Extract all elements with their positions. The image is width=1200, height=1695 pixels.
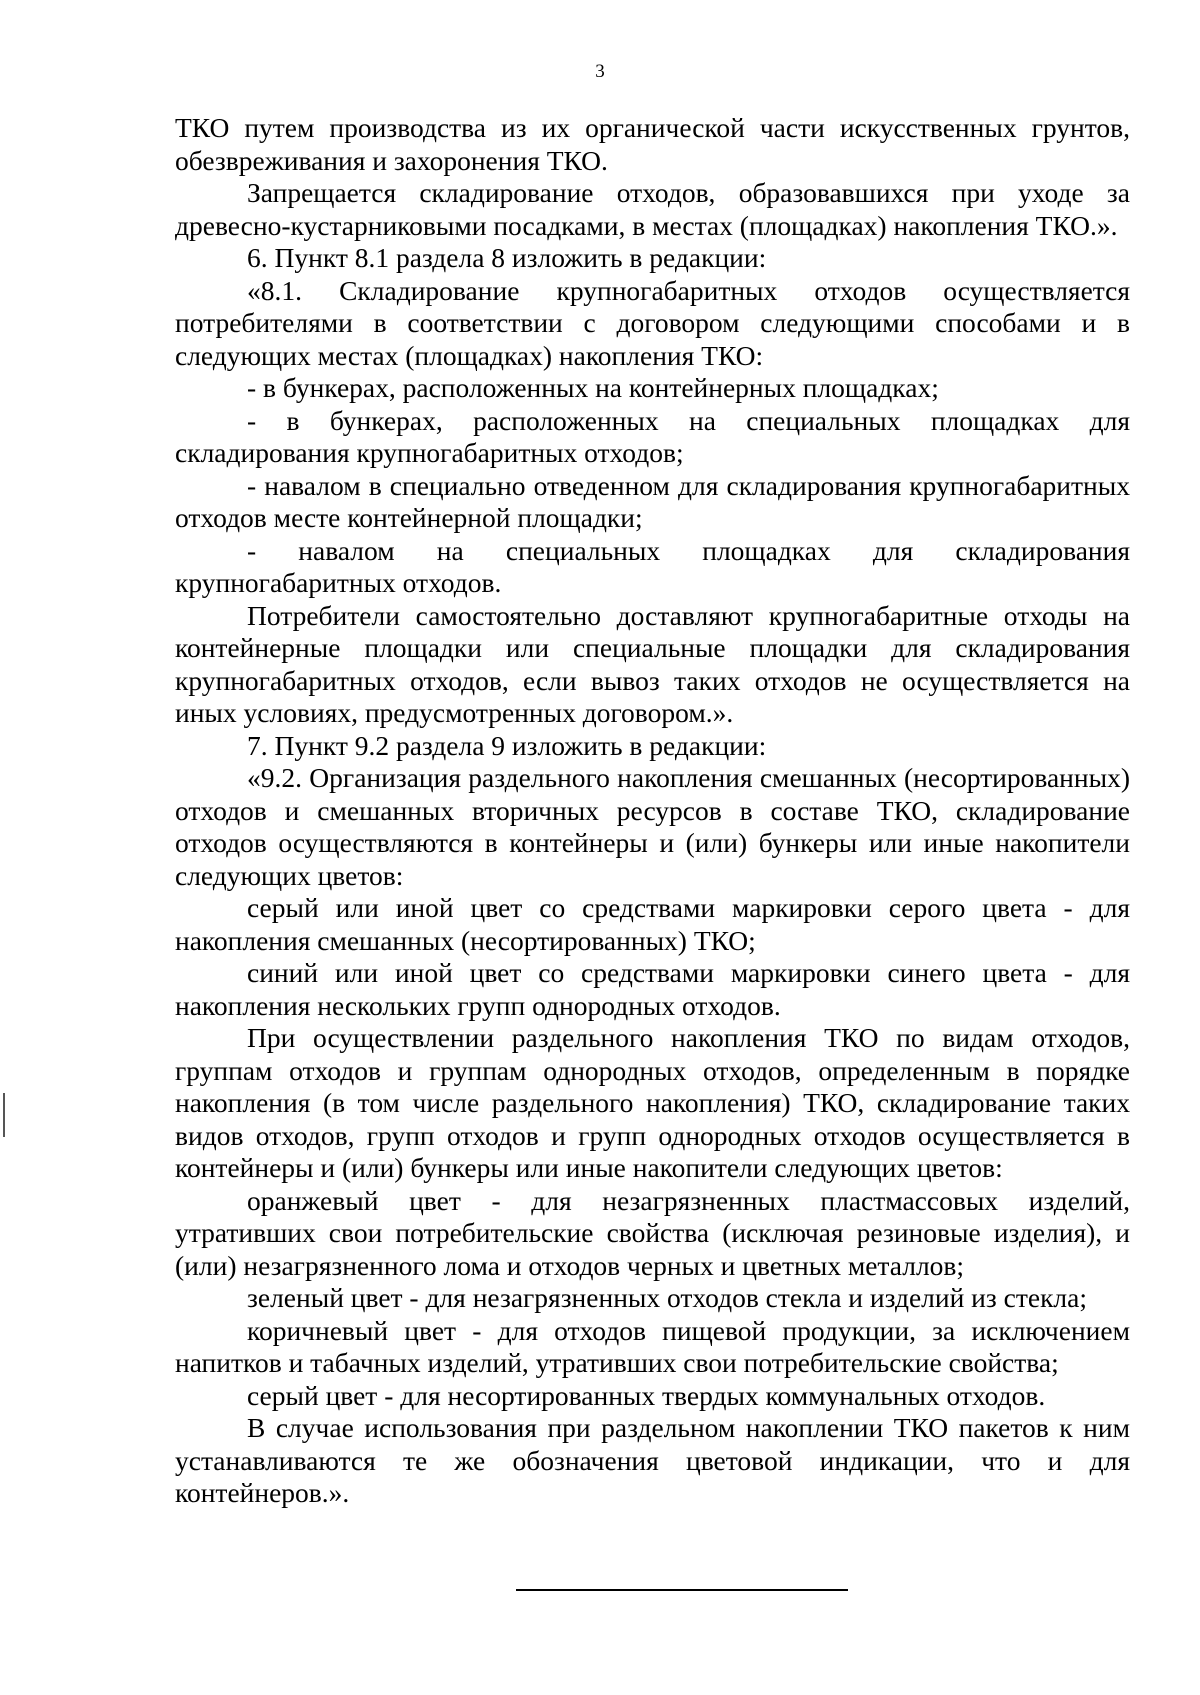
paragraph: Запрещается складирование отходов, образовавшихся при уходе за древесно-кустарниковыми посадками, в местах (площадках) накопления ТКО.».	[175, 177, 1130, 241]
paragraph: Потребители самостоятельно доставляют крупногабаритные отходы на контейнерные площадки или специальные площадки для складирования крупногабаритных отходов, если вывоз таких отходов не осуществляется на иных условиях, предусмотренных договором.».	[175, 599, 1130, 728]
paragraph: оранжевый цвет - для незагрязненных пластмассовых изделий, утративших свои потребительские свойства (исключая резиновые изделия), и (или) незагрязненного лома и отходов черных и цветных металлов;	[175, 1184, 1130, 1281]
paragraph: «9.2. Организация раздельного накопления смешанных (несортированных) отходов и смешанных вторичных ресурсов в составе ТКО, складирование отходов осуществляются в контейнеры и (или) бункеры или иные накопители следующих цветов:	[175, 762, 1130, 891]
paragraph: В случае использования при раздельном накоплении ТКО пакетов к ним устанавливаются те же обозначения цветовой индикации, что и для контейнеров.».	[175, 1412, 1130, 1508]
page-number: 3	[595, 61, 605, 82]
paragraph: - в бункерах, расположенных на специальных площадках для складирования крупногабаритных отходов;	[175, 404, 1130, 468]
paragraph: - навалом на специальных площадках для складирования крупногабаритных отходов.	[175, 534, 1130, 598]
paragraph: 7. Пункт 9.2 раздела 9 изложить в редакции:	[247, 729, 767, 761]
paragraph: зеленый цвет - для незагрязненных отходов стекла и изделий из стекла;	[247, 1282, 1087, 1313]
paragraph: серый цвет - для несортированных твердых коммунальных отходов.	[247, 1379, 1046, 1411]
scan-margin-mark	[3, 1093, 5, 1137]
paragraph: - навалом в специально отведенном для складирования крупногабаритных отходов месте контейнерной площадки;	[175, 469, 1130, 533]
paragraph: синий или иной цвет со средствами маркировки синего цвета - для накопления нескольких групп однородных отходов.	[175, 957, 1130, 1021]
paragraph: серый или иной цвет со средствами маркировки серого цвета - для накопления смешанных (несортированных) ТКО;	[175, 892, 1130, 956]
paragraph: «8.1. Складирование крупногабаритных отходов осуществляется потребителями в соответствии с договором следующими способами и в следующих местах (площадках) накопления ТКО:	[175, 274, 1130, 371]
paragraph: При осуществлении раздельного накопления ТКО по видам отходов, группам отходов и группам однородных отходов, определенным в порядке накопления (в том числе раздельного накопления) ТКО, складирование таких видов отходов, групп отходов и групп однородных отходов осуществляется в контейнеры и (или) бункеры или иные накопители следующих цветов:	[175, 1022, 1130, 1183]
document-body	[175, 112, 1130, 1510]
paragraph: коричневый цвет - для отходов пищевой продукции, за исключением напитков и табачных изделий, утративших свои потребительские свойства;	[175, 1314, 1130, 1378]
paragraph: - в бункерах, расположенных на контейнерных площадках;	[247, 372, 939, 403]
paragraph: 6. Пункт 8.1 раздела 8 изложить в редакции:	[247, 242, 767, 273]
end-divider-line	[516, 1589, 848, 1591]
paragraph: ТКО путем производства из их органической части искусственных грунтов, обезвреживания и захоронения ТКО.	[175, 112, 1130, 176]
